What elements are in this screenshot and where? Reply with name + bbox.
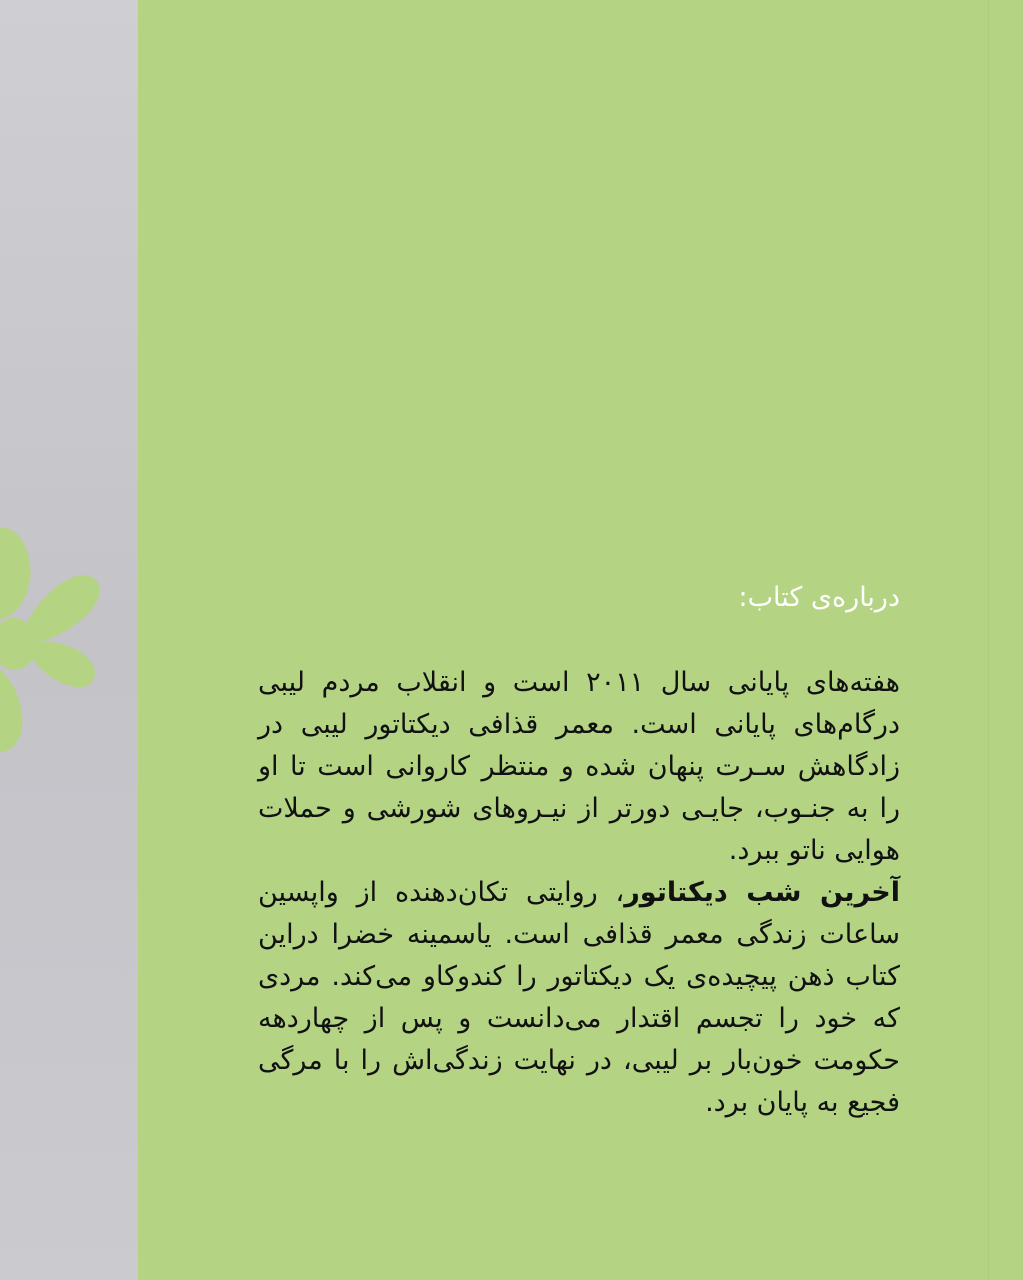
panel-edge <box>988 0 989 1280</box>
paragraph-summary-text: ، روایتی تکان‌دهنده از واپسین ساعات زندگی معمر قذافی است. یاسمینه خضرا دراین کتاب ذهن پیچیده‌ی یک دیکتاتور را کندوکاو می‌کند. مردی که خود را تجسم اقتدار می‌دانست و پس از چهاردهه حکومت خون‌بار بر لیبی، در نهایت زندگی‌اش را با مرگی فجیع به پایان برد. <box>258 877 900 1118</box>
flower-shape-icon <box>0 520 140 760</box>
section-heading: درباره‌ی کتاب: <box>738 582 900 613</box>
paragraph-intro: هفته‌های پایانی سال ۲۰۱۱ است و انقلاب مردم لیبی درگام‌های پایانی است. معمر قذافی دیکتاتور لیبی در زادگاهش سـرت پنهان شده و منتظر کاروانی است تا او را به جنـوب، جایـی دورتر از نیـروهای شورشی و حملات هوایی ناتو ببرد. <box>258 667 900 866</box>
about-book-section <box>258 578 900 1124</box>
paragraph-summary <box>258 872 900 1124</box>
book-title: آخرین شب دیکتاتور <box>624 877 900 908</box>
